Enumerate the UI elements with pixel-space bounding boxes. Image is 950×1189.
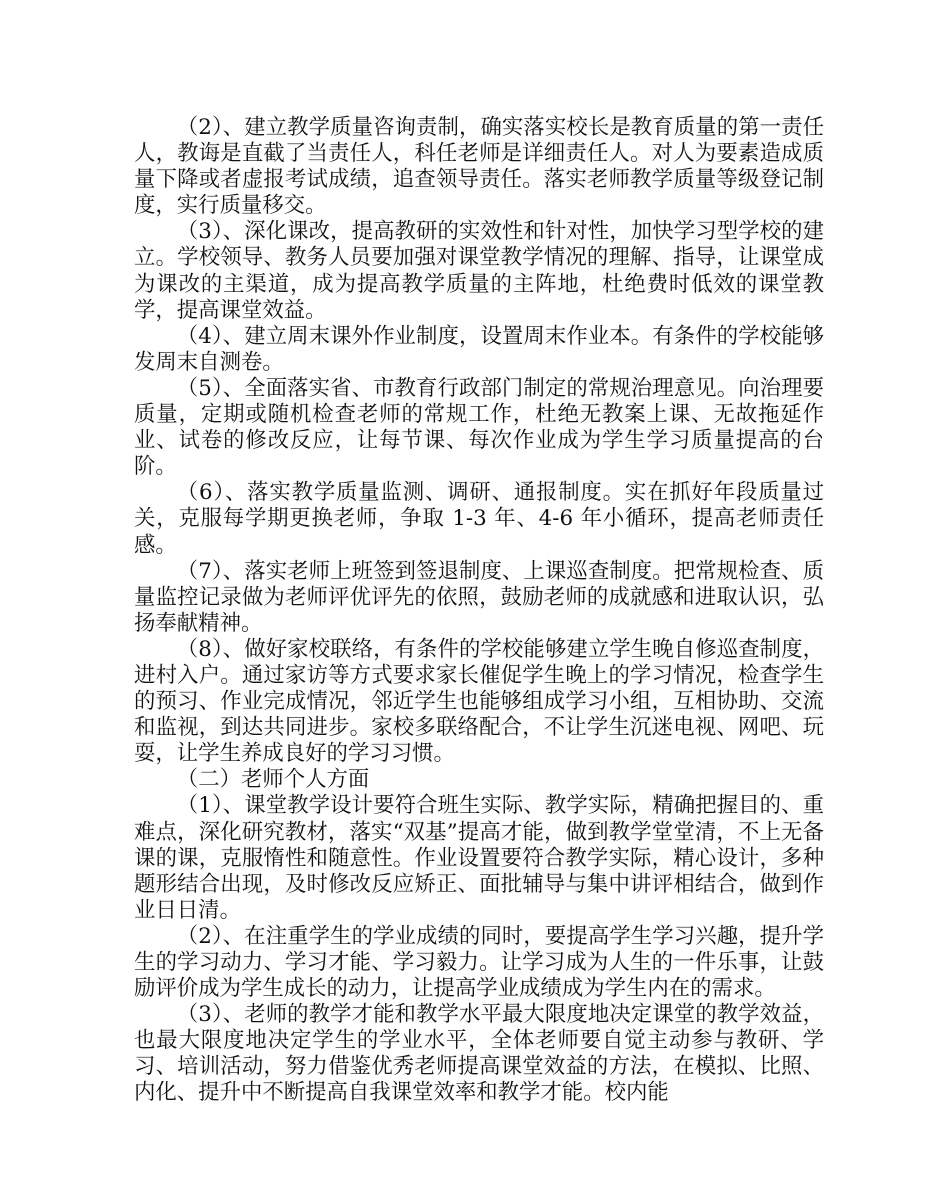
- paragraph-3: （3）、深化课改，提高教研的实效性和针对性，加快学习型学校的建立。学校领导、教务人员要加强对课堂教学情况的理解、指导，让课堂成为课改的主渠道，成为提高教学质量的主阵地，杜绝费时低效的课堂教学，提高课堂效益。: [134, 219, 824, 323]
- section-paragraph-2: （2）、在注重学生的学业成绩的同时，要提高学生学习兴趣，提升学生的学习动力、学习才能、学习毅力。让学习成为人生的一件乐事，让鼓励评价成为学生成长的动力，让提高学业成绩成为学生内在的需求。: [134, 923, 824, 1002]
- paragraph-2: （2）、建立教学质量咨询责制，确实落实校长是教育质量的第一责任人，教诲是直截了当责任人，科任老师是详细责任人。对人为要素造成质量下降或者虚报考试成绩，追查领导责任。落实老师教学质量等级登记制度，实行质量移交。: [134, 115, 824, 219]
- paragraph-6: （6）、落实教学质量监测、调研、通报制度。实在抓好年段质量过关，克服每学期更换老师，争取 1-3 年、4-6 年小循环，提高老师责任感。: [134, 480, 824, 558]
- section-paragraph-3: （3）、老师的教学才能和教学水平最大限度地决定课堂的教学效益，也最大限度地决定学生的学业水平，全体老师要自觉主动参与教研、学习、培训活动，努力借鉴优秀老师提高课堂效益的方法，在模拟、比照、内化、提升中不断提高自我课堂效率和教学才能。校内能: [134, 1002, 824, 1106]
- paragraph-8: （8）、做好家校联络，有条件的学校能够建立学生晚自修巡查制度，进村入户。通过家访等方式要求家长催促学生晚上的学习情况，检查学生的预习、作业完成情况，邻近学生也能够组成学习小组，互相协助、交流和监视，到达共同进步。家校多联络配合，不让学生沉迷电视、网吧、玩耍，让学生养成良好的学习习惯。: [134, 636, 824, 767]
- paragraph-7: （7）、落实老师上班签到签退制度、上课巡查制度。把常规检查、质量监控记录做为老师评优评先的依照，鼓励老师的成就感和进取认识，弘扬奉献精神。: [134, 558, 824, 636]
- section-paragraph-1: （1）、课堂教学设计要符合班生实际、教学实际，精确把握目的、重难点，深化研究教材，落实“双基”提高才能，做到教学堂堂清，不上无备课的课，克服惰性和随意性。作业设置要符合教学实际，精心设计，多种题形结合出现，及时修改反应矫正、面批辅导与集中讲评相结合，做到作业日日清。: [134, 793, 824, 923]
- paragraph-5: （5）、全面落实省、市教育行政部门制定的常规治理意见。向治理要质量，定期或随机检查老师的常规工作，杜绝无教案上课、无故拖延作业、试卷的修改反应，让每节课、每次作业成为学生学习质量提高的台阶。: [134, 375, 824, 480]
- paragraph-4: （4）、建立周末课外作业制度，设置周末作业本。有条件的学校能够发周末自测卷。: [134, 323, 824, 375]
- section-heading: （二）老师个人方面: [176, 767, 370, 793]
- document-page: [134, 115, 824, 1107]
